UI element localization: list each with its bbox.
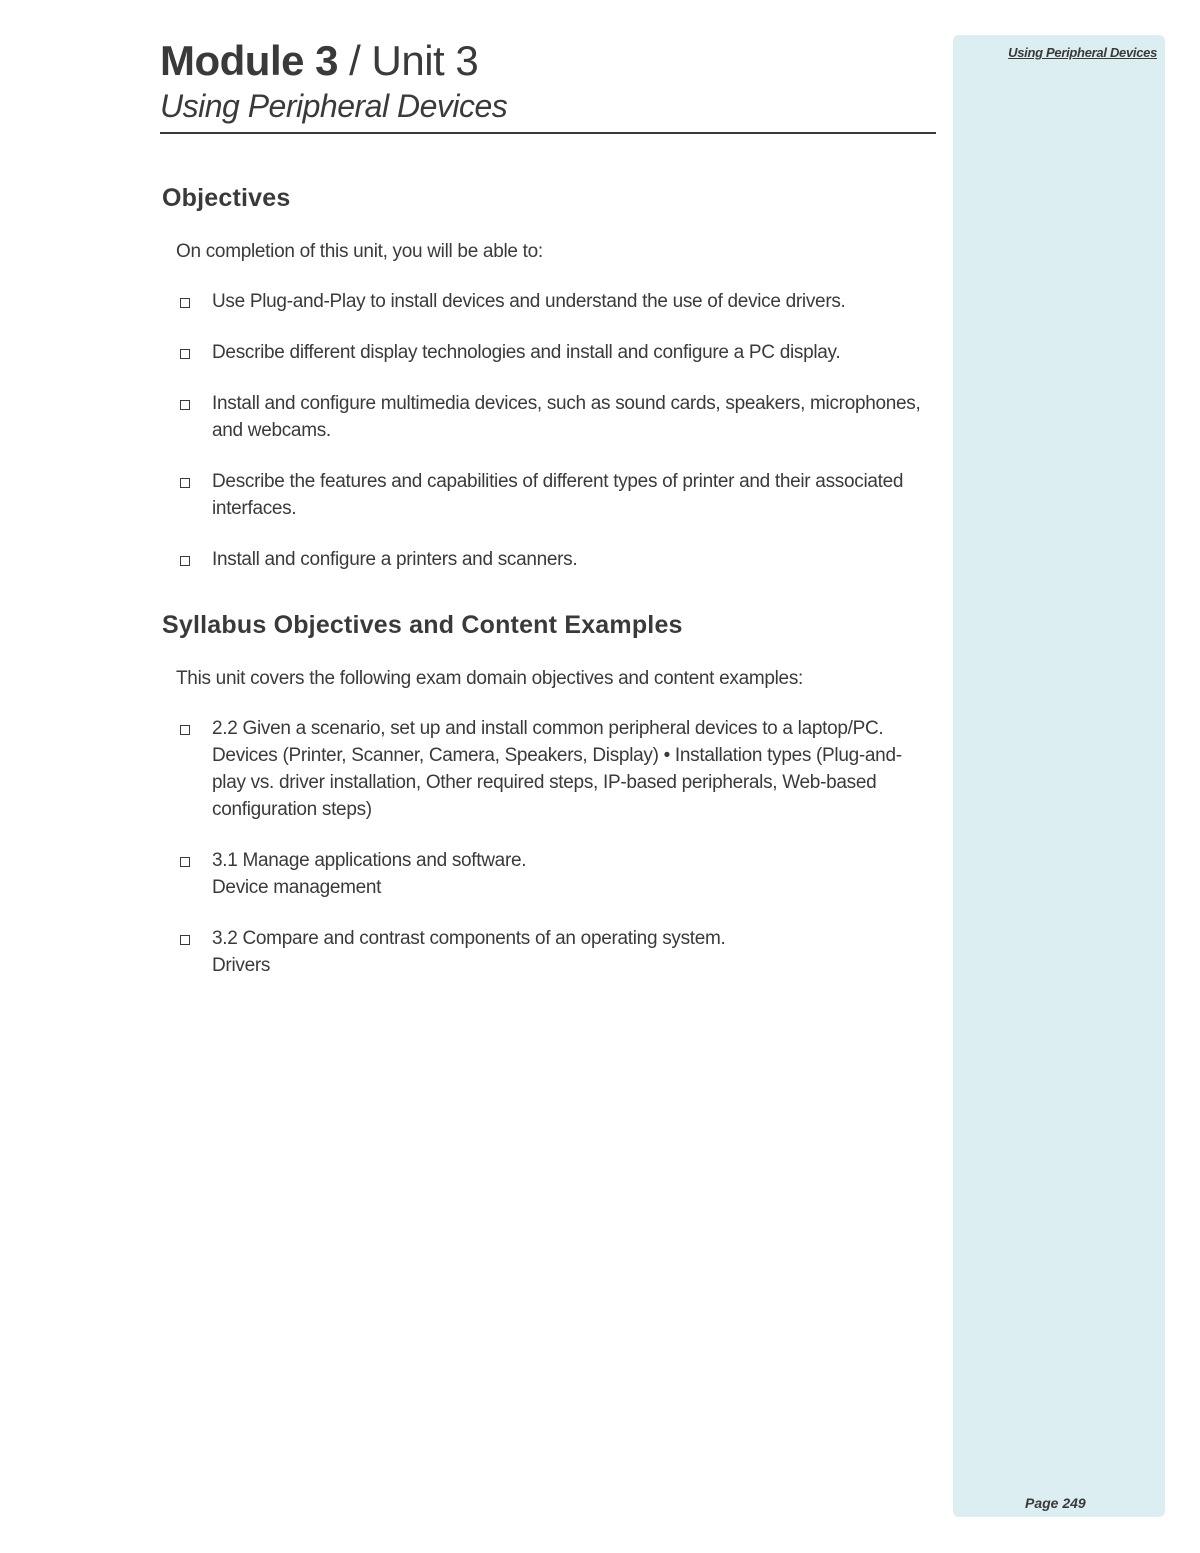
syllabus-objective: 3.1 Manage applications and software. [212, 850, 527, 871]
syllabus-content: Device management [212, 877, 382, 898]
main-content [162, 180, 932, 1003]
syllabus-item [162, 925, 932, 979]
syllabus-intro: This unit covers the following exam domain objectives and content examples: [176, 668, 804, 689]
objective-text: Install and configure multimedia devices, such as sound cards, speakers, microphones, and webcams. [212, 393, 921, 441]
syllabus-content: Drivers [212, 955, 271, 976]
objective-text: Describe the features and capabilities of different types of printer and their associated interfaces. [212, 471, 904, 519]
checkbox-bullet-icon [180, 556, 190, 566]
objective-text: Use Plug-and-Play to install devices and understand the use of device drivers. [212, 291, 846, 312]
objective-item [162, 468, 932, 522]
objective-item [162, 288, 932, 315]
checkbox-bullet-icon [180, 298, 190, 308]
objective-text: Install and configure a printers and scanners. [212, 549, 578, 570]
unit-label: Unit 3 [371, 37, 479, 84]
objective-text: Describe different display technologies and install and configure a PC display. [212, 342, 841, 363]
running-header: Using Peripheral Devices [1008, 45, 1157, 60]
objectives-section [162, 180, 932, 573]
syllabus-heading: Syllabus Objectives and Content Examples [162, 611, 683, 639]
syllabus-section [162, 607, 932, 979]
syllabus-list [162, 715, 932, 979]
syllabus-objective: 2.2 Given a scenario, set up and install common peripheral devices to a laptop/PC. [212, 718, 884, 739]
checkbox-bullet-icon [180, 349, 190, 359]
objective-item [162, 546, 932, 573]
page-title [160, 36, 936, 86]
module-label: Module 3 [160, 37, 339, 84]
checkbox-bullet-icon [180, 400, 190, 410]
syllabus-objective: 3.2 Compare and contrast components of an operating system. [212, 928, 726, 949]
sidebar-panel [953, 35, 1165, 1517]
checkbox-bullet-icon [180, 935, 190, 945]
checkbox-bullet-icon [180, 478, 190, 488]
objective-item [162, 390, 932, 444]
objective-item [162, 339, 932, 366]
objectives-heading: Objectives [162, 184, 291, 212]
checkbox-bullet-icon [180, 857, 190, 867]
objectives-intro: On completion of this unit, you will be able to: [176, 241, 543, 262]
page-subtitle: Using Peripheral Devices [160, 88, 508, 124]
syllabus-content: Devices (Printer, Scanner, Camera, Speakers, Display) • Installation types (Plug-and-play vs. driver installation, Other required steps, IP-based peripherals, Web-based configuration steps) [212, 745, 902, 820]
title-separator: / [338, 37, 372, 84]
syllabus-item [162, 715, 932, 823]
syllabus-item [162, 847, 932, 901]
objectives-list [162, 288, 932, 573]
checkbox-bullet-icon [180, 725, 190, 735]
page-number: Page 249 [1025, 1495, 1086, 1511]
page-header [160, 36, 936, 134]
